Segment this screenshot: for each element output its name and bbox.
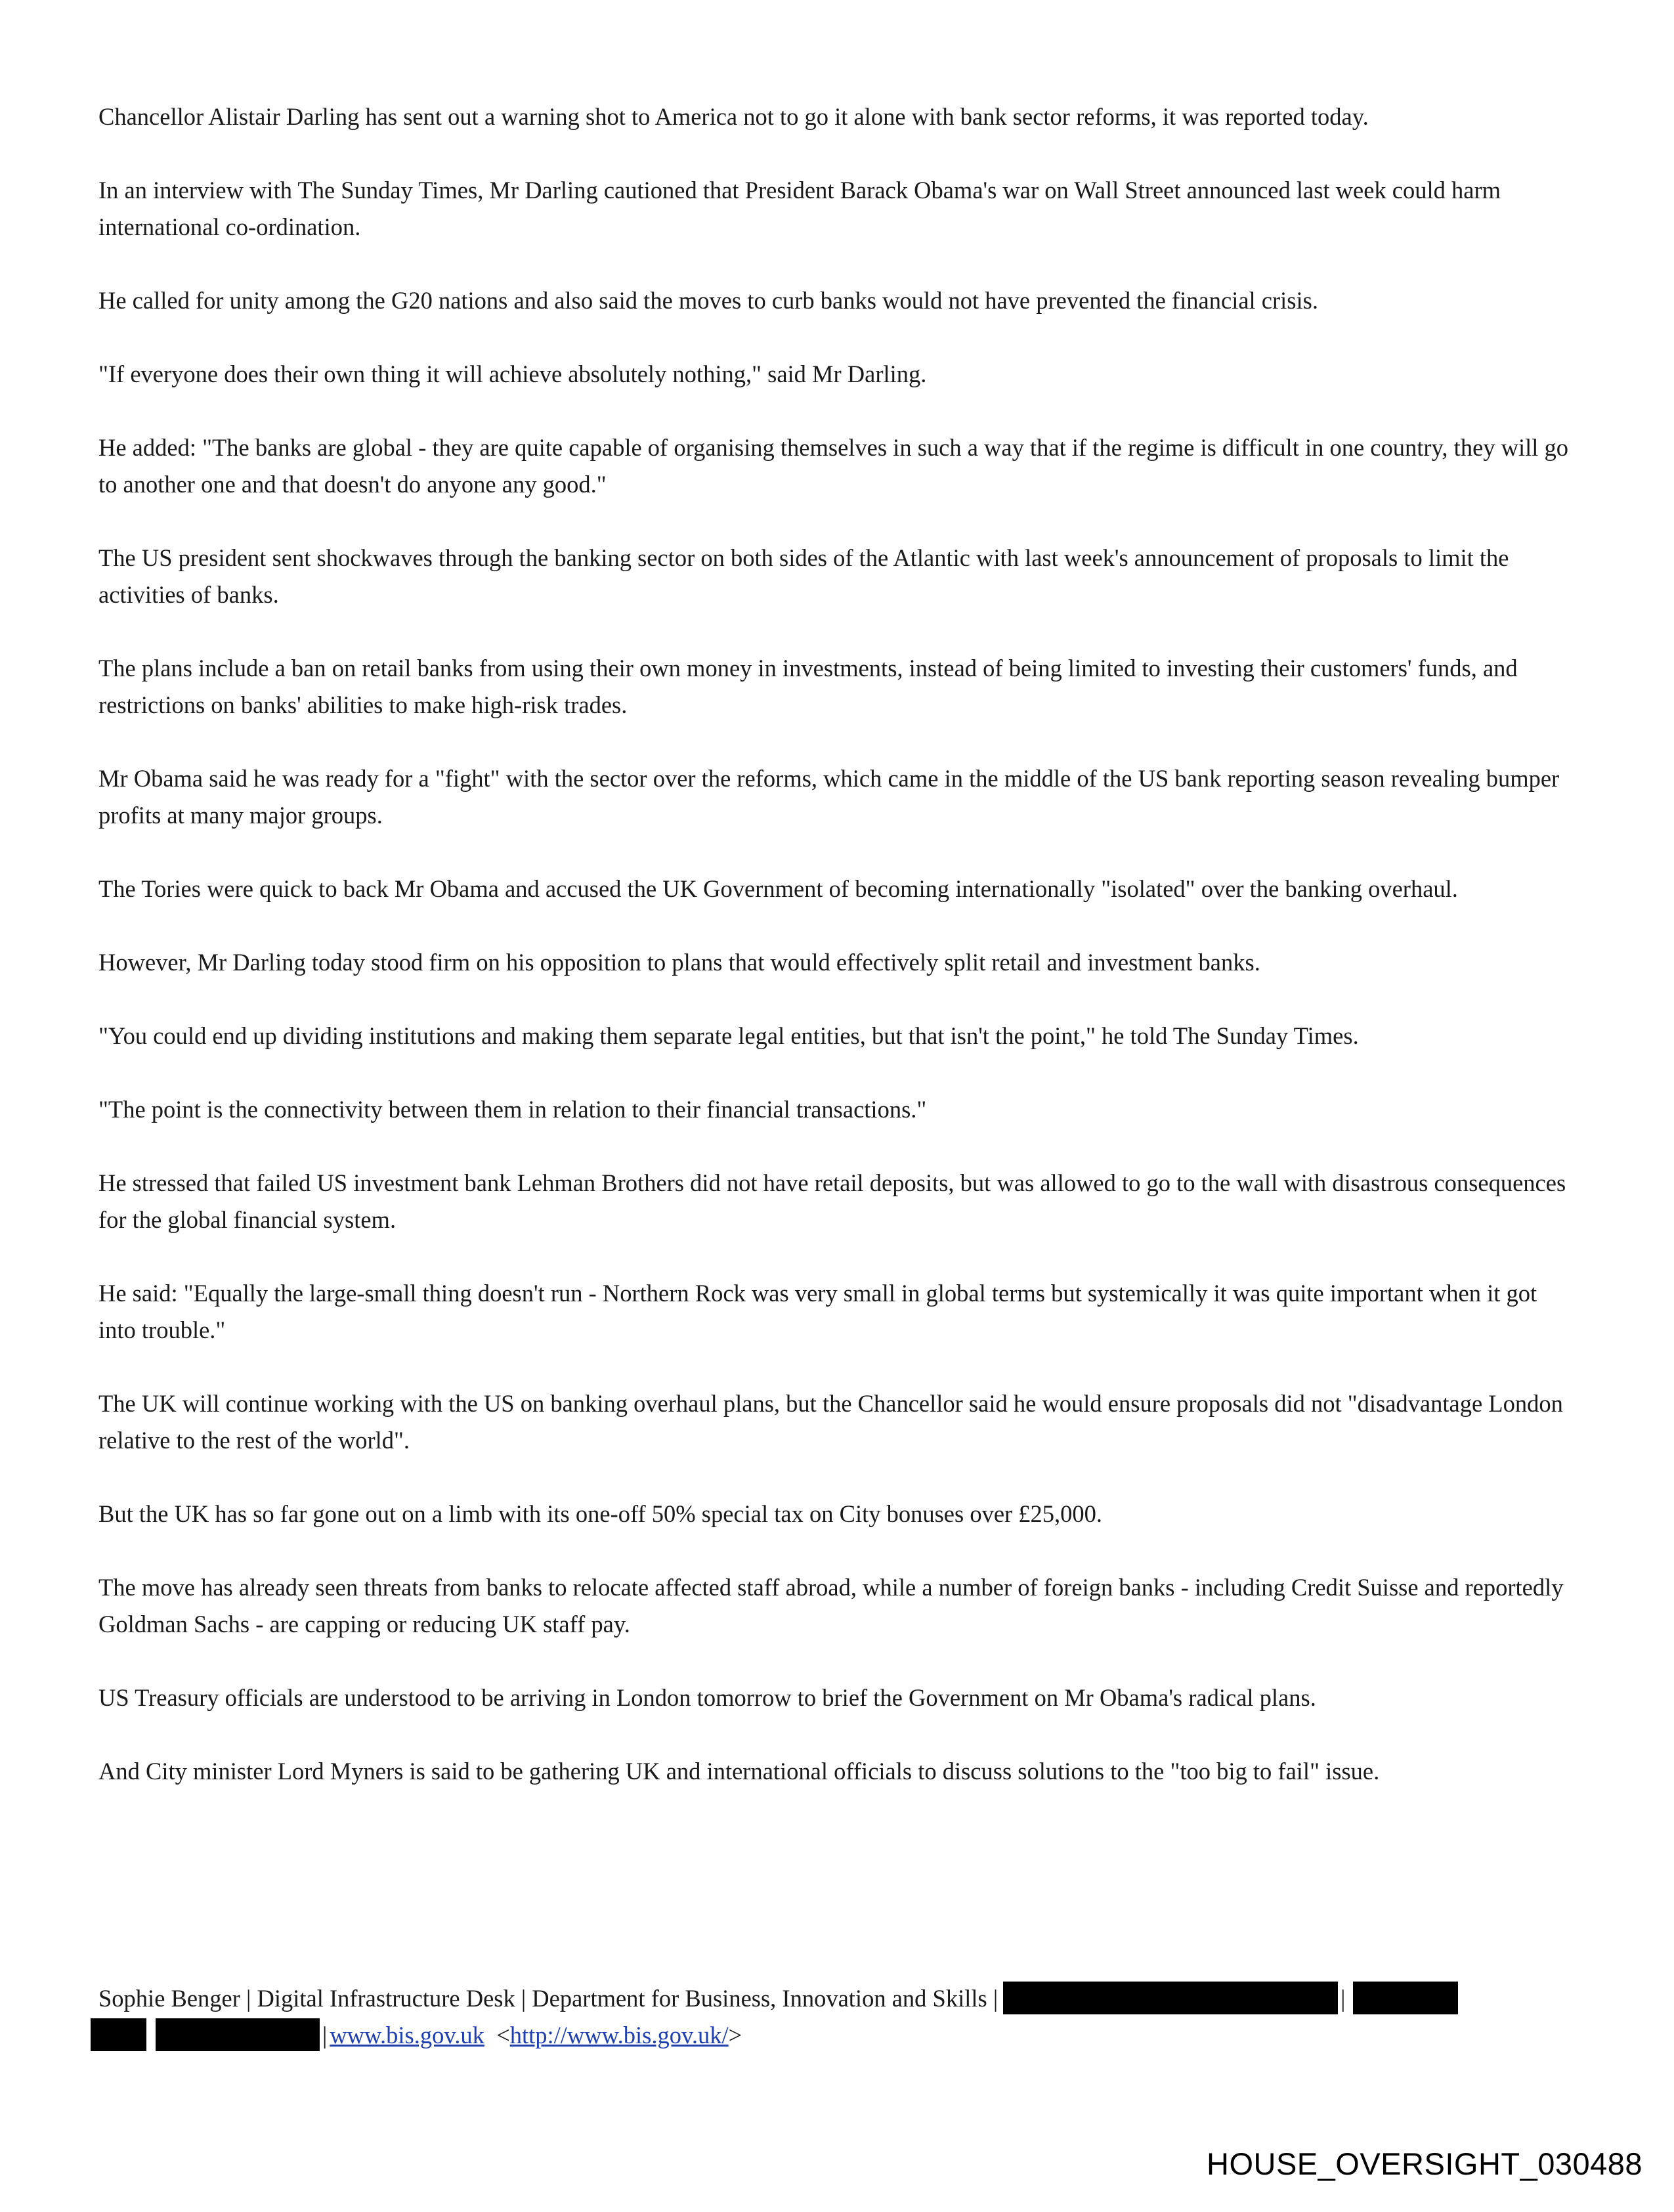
- bates-number: HOUSE_OVERSIGHT_030488: [1207, 2146, 1643, 2181]
- email-signature: [98, 1980, 1608, 2054]
- paragraph: And City minister Lord Myners is said to be gathering UK and international officials to discuss solutions to the "too big to fail" issue.: [98, 1758, 1380, 1785]
- paragraph: He stressed that failed US investment bank Lehman Brothers did not have retail deposits, but was allowed to go to the wall with disastrous consequences for the global financial system.: [98, 1169, 1566, 1233]
- paragraph: "If everyone does their own thing it will achieve absolutely nothing," said Mr Darling.: [98, 360, 927, 387]
- paragraph: Mr Obama said he was ready for a "fight" with the sector over the reforms, which came in the middle of the US bank reporting season revealing bumper profits at many major groups.: [98, 765, 1560, 829]
- signature-separator: |: [322, 2022, 328, 2049]
- paragraph: He called for unity among the G20 nations and also said the moves to curb banks would not have prevented the financial crisis.: [98, 287, 1318, 314]
- signature-line-2: [95, 2017, 1608, 2054]
- website-url-link[interactable]: http://www.bis.gov.uk/: [509, 2022, 729, 2049]
- redaction-block: [156, 2018, 320, 2051]
- paragraph: Chancellor Alistair Darling has sent out a warning shot to America not to go it alone with bank sector reforms, it was reported today.: [98, 103, 1369, 130]
- paragraph: He said: "Equally the large-small thing doesn't run - Northern Rock was very small in global terms but systemically it was quite important when it got into trouble.": [98, 1280, 1537, 1343]
- paragraph: The Tories were quick to back Mr Obama and accused the UK Government of becoming internationally "isolated" over the banking overhaul.: [98, 875, 1458, 902]
- paragraph: But the UK has so far gone out on a limb with its one-off 50% special tax on City bonuses over £25,000.: [98, 1500, 1103, 1527]
- signature-line-1: [98, 1980, 1608, 2017]
- paragraph: US Treasury officials are understood to be arriving in London tomorrow to brief the Government on Mr Obama's radical plans.: [98, 1684, 1316, 1711]
- signature-text: Sophie Benger | Digital Infrastructure Desk | Department for Business, Innovation and Skills |: [98, 1985, 998, 2012]
- angle-bracket-close: >: [728, 2022, 742, 2049]
- paragraph: He added: "The banks are global - they are quite capable of organising themselves in such a way that if the regime is difficult in one country, they will go to another one and that doesn't do anyone any good.": [98, 434, 1569, 498]
- paragraph: "The point is the connectivity between them in relation to their financial transactions.": [98, 1096, 927, 1123]
- paragraph: The plans include a ban on retail banks from using their own money in investments, instead of being limited to investing their customers' funds, and restrictions on banks' abilities to make high-risk trades.: [98, 655, 1518, 718]
- website-link[interactable]: www.bis.gov.uk: [330, 2022, 484, 2049]
- paragraph: However, Mr Darling today stood firm on his opposition to plans that would effectively split retail and investment banks.: [98, 949, 1260, 976]
- redaction-block: [1353, 1982, 1458, 2014]
- redaction-block: [91, 2018, 146, 2051]
- paragraph: In an interview with The Sunday Times, Mr Darling cautioned that President Barack Obama's war on Wall Street announced last week could harm international co-ordination.: [98, 177, 1501, 240]
- paragraph: The move has already seen threats from banks to relocate affected staff abroad, while a number of foreign banks - including Credit Suisse and reportedly Goldman Sachs - are capping or reducing UK staff pay.: [98, 1574, 1564, 1637]
- article-body: [98, 98, 1569, 1827]
- angle-bracket-open: <: [496, 2022, 510, 2049]
- paragraph: The US president sent shockwaves through the banking sector on both sides of the Atlantic with last week's announcement of proposals to limit the activities of banks.: [98, 544, 1509, 608]
- paragraph: "You could end up dividing institutions and making them separate legal entities, but that isn't the point," he told The Sunday Times.: [98, 1022, 1359, 1049]
- paragraph: The UK will continue working with the US on banking overhaul plans, but the Chancellor said he would ensure proposals did not "disadvantage London relative to the rest of the world".: [98, 1390, 1563, 1454]
- signature-separator: |: [1341, 1985, 1346, 2012]
- redaction-block: [1003, 1982, 1338, 2014]
